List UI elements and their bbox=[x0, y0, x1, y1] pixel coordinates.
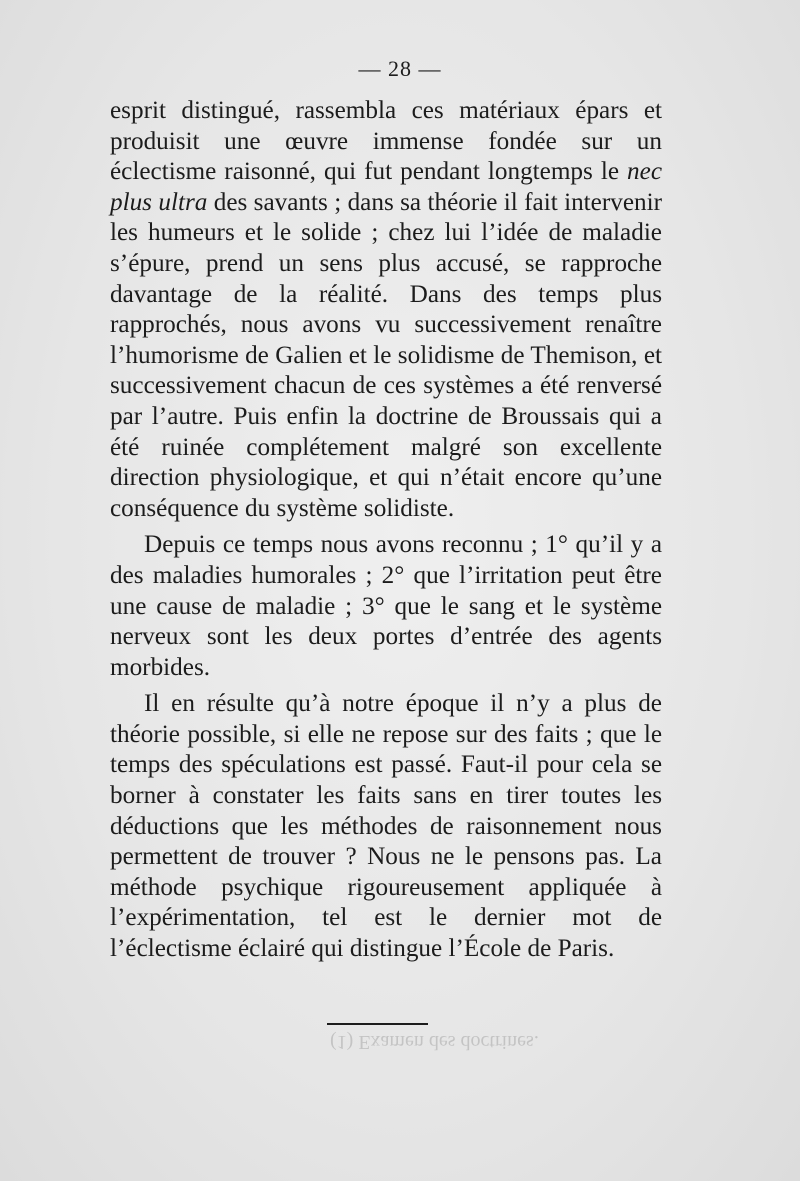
paragraph-1-italic: nec plus ultra bbox=[110, 158, 662, 216]
paragraph-3: Il en résulte qu’à notre époque il n’y a plus de théorie possible, si elle ne repose sur des faits ; que le temps des spéculations est passé. Faut-il pour cela se borner à constater les faits sans en tirer toutes les déductions que les méthodes de raisonnement nous permettent de trouver ? Nous ne le pensons pas. La méthode psychique rigoureusement appliquée à l’expérimentation, tel est le dernier mot de l’éclectisme éclairé qui distingue l’École de Paris. bbox=[110, 690, 662, 963]
page-number: — 28 — bbox=[358, 56, 442, 81]
bleed-through-text: (1) Examen des doctrines. bbox=[330, 1031, 539, 1053]
paragraph-1-start: esprit distingué, rassembla ces matériaux épars et produisit une œuvre immense fondée sur un éclectisme raisonné, qui fut pendant longtemps le bbox=[110, 97, 662, 186]
body-text bbox=[110, 96, 662, 971]
paragraph-1 bbox=[110, 96, 662, 524]
paragraph-2: Depuis ce temps nous avons reconnu ; 1° qu’il y a des maladies humorales ; 2° que l’irritation peut être une cause de maladie ; 3° que le sang et le système nerveux sont les deux portes d’entrée des agents morbides. bbox=[110, 531, 662, 681]
paragraph-1-end: des savants ; dans sa théorie il fait intervenir les humeurs et le solide ; chez lui l’idée de maladie s’épure, prend un sens plus accusé, se rapproche davantage de la réalité. Dans des temps plus rapprochés, nous avons vu successivement renaître l’humorisme de Galien et le solidisme de Themison, et successivement chacun de ces systèmes a été renversé par l’autre. Puis enfin la doctrine de Broussais qui a été ruinée complétement malgré son excellente direction physiologique, et qui n’était encore qu’une conséquence du système solidiste. bbox=[110, 188, 662, 522]
end-rule bbox=[327, 1023, 428, 1025]
